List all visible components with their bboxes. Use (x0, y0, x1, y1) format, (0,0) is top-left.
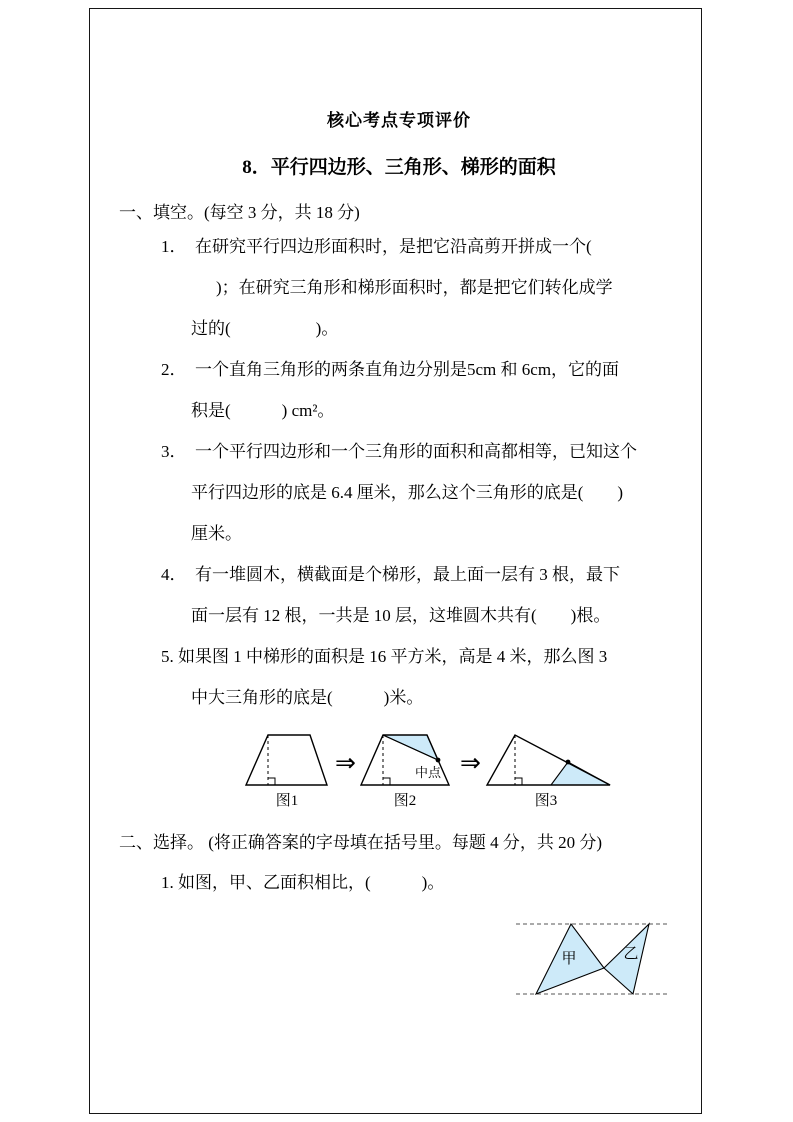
figure-row (244, 726, 679, 812)
q1-line-1: 1． 在研究平行四边形面积时，是把它沿高剪开拼成一个( (161, 237, 592, 256)
jia-yi-triangles (516, 917, 668, 1001)
choice-figure (516, 917, 679, 1001)
yi-label: 乙 (623, 946, 639, 962)
q2-line-1: 2． 一个直角三角形的两条直角边分别是5cm 和 6cm，它的面 (161, 360, 620, 379)
q1-line-2: )；在研究三角形和梯形面积时，都是把它们转化成学 (216, 278, 613, 297)
figure-1-trapezoid (244, 727, 332, 811)
figure-1-label: 图1 (275, 793, 299, 809)
page-border (89, 8, 702, 1114)
midpoint-dot (436, 758, 441, 763)
page-content (119, 9, 679, 1001)
q1-line-3: 过的( )。 (191, 319, 339, 338)
page-subtitle: 8．平行四边形、三角形、梯形的面积 (242, 157, 556, 178)
midpoint-dot (566, 760, 571, 765)
section-2-heading: 二、选择。 (将正确答案的字母填在括号里。每题 4 分，共 20 分) (119, 833, 603, 852)
page-title: 核心考点专项评价 (327, 111, 471, 130)
q4-line-1: 4． 有一堆圆木，横截面是个梯形，最上面一层有 3 根，最下 (161, 565, 620, 584)
right-angle-mark (515, 778, 522, 785)
figure-3-label: 图3 (534, 793, 558, 809)
q5-line-2: 中大三角形的底是( )米。 (191, 688, 424, 707)
choice-q1-line: 1. 如图，甲、乙面积相比，( )。 (161, 873, 445, 892)
q3-line-1: 3． 一个平行四边形和一个三角形的面积和高都相等，已知这个 (161, 442, 637, 461)
trapezoid-outline (246, 735, 327, 785)
figure-2-trapezoid (359, 727, 457, 811)
arrow-icon: ⇒ (335, 747, 356, 777)
q2-line-2: 积是( ) cm²。 (191, 401, 335, 420)
jia-label: 甲 (561, 951, 577, 967)
midpoint-label: 中点 (414, 765, 441, 780)
q3-line-3: 厘米。 (191, 524, 242, 543)
shaded-triangle (551, 762, 610, 785)
arrow-icon: ⇒ (459, 747, 481, 777)
right-angle-mark (268, 778, 275, 785)
q3-line-2: 平行四边形的底是 6.4 厘米，那么这个三角形的底是( ) (191, 483, 624, 502)
q4-line-2: 面一层有 12 根，一共是 10 层，这堆圆木共有( )根。 (191, 606, 611, 625)
q5-line-1: 5. 如果图 1 中梯形的面积是 16 平方米，高是 4 米，那么图 3 (161, 647, 608, 666)
right-angle-mark (383, 778, 390, 785)
section-1-heading: 一、填空。(每空 3 分，共 18 分) (119, 203, 360, 222)
figure-3-triangle (484, 727, 612, 811)
figure-2-label: 图2 (393, 793, 417, 809)
